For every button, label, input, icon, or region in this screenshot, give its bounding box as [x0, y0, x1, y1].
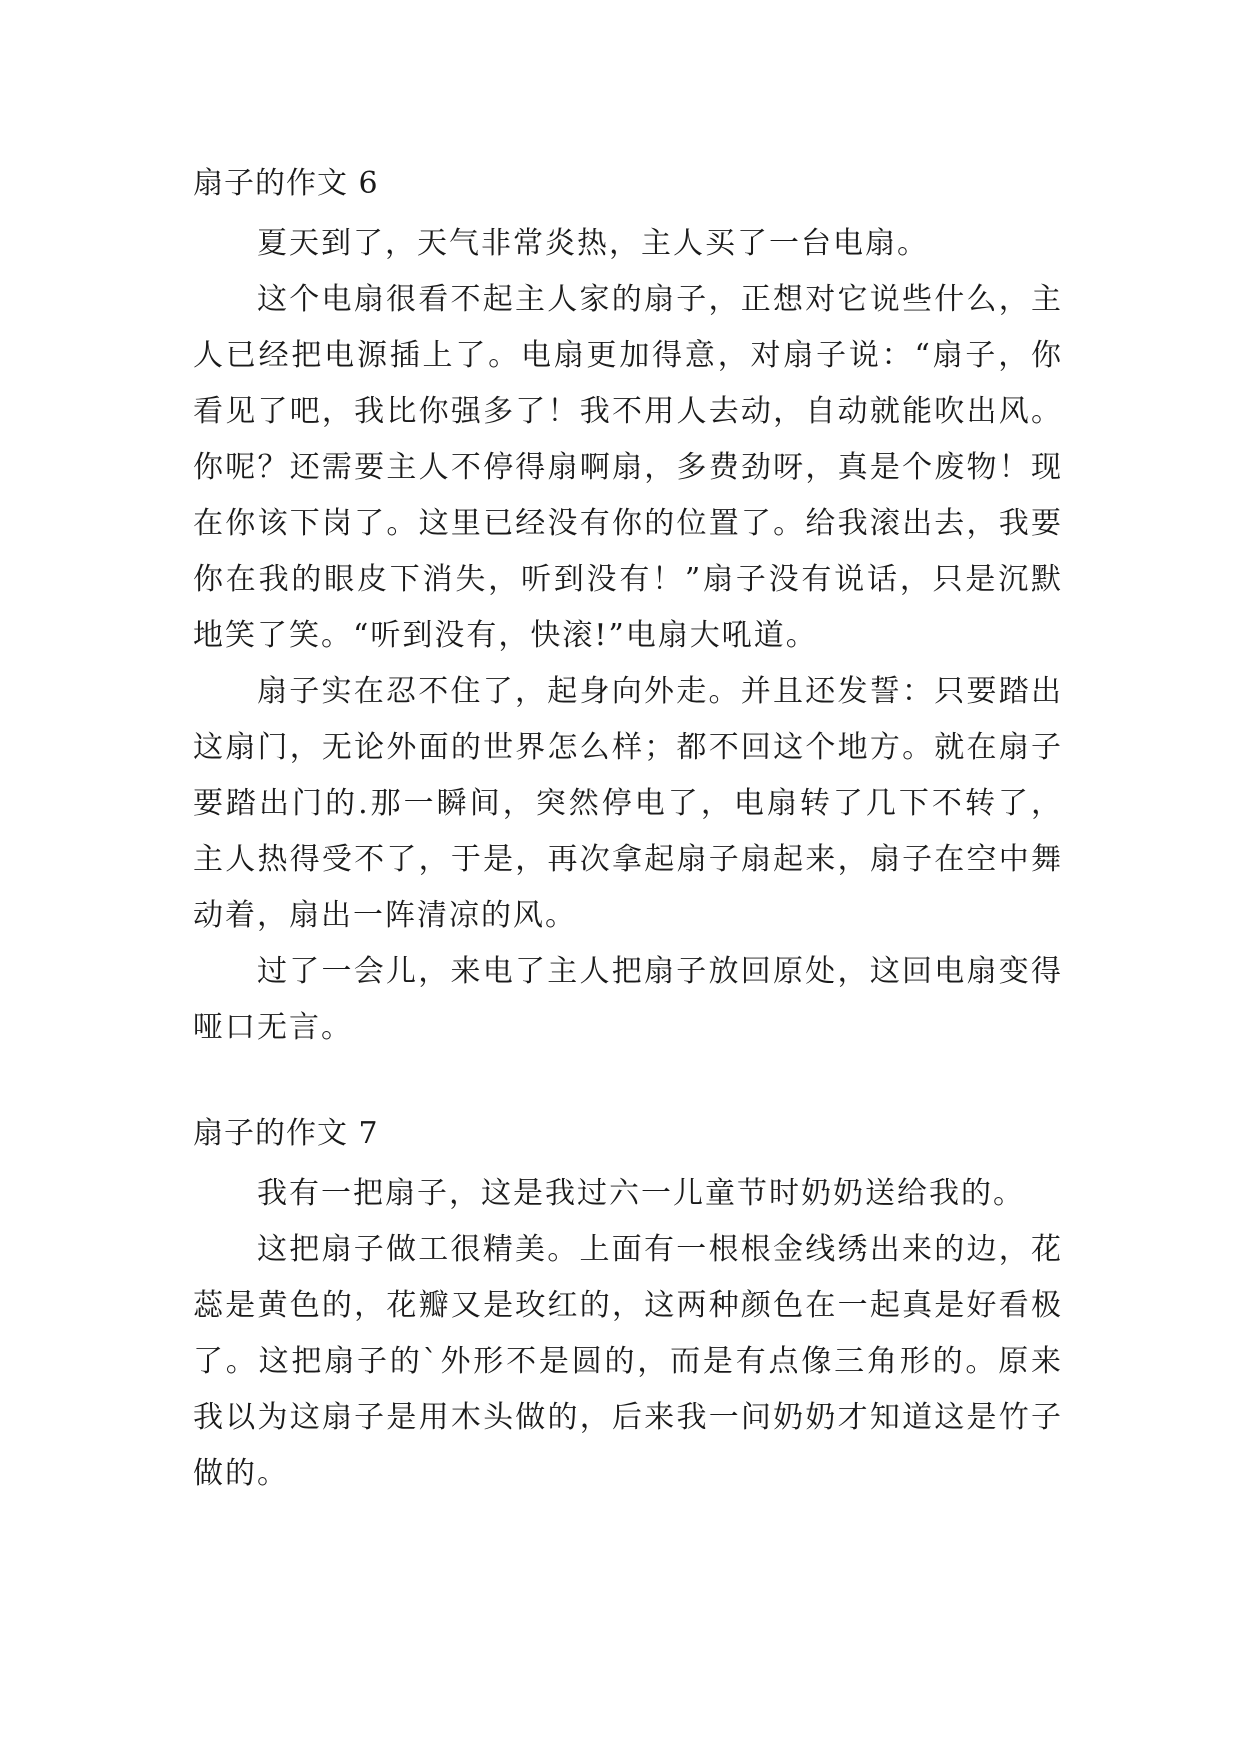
essay-7 [193, 1110, 1063, 1502]
paragraph: 夏天到了，天气非常炎热，主人买了一台电扇。 [257, 226, 929, 261]
document-page [193, 160, 1063, 1502]
paragraph: 我有一把扇子，这是我过六一儿童节时奶奶送给我的。 [257, 1176, 1025, 1211]
essay-title: 扇子的作文 6 [193, 166, 379, 201]
paragraph: 这个电扇很看不起主人家的扇子，正想对它说些什么，主人已经把电源插上了。电扇更加得意，对扇子说：“扇子，你看见了吧，我比你强多了！我不用人去动，自动就能吹出风。你呢？还需要主人不停得扇啊扇，多费劲呀，真是个废物！现在你该下岗了。这里已经没有你的位置了。给我滚出去，我要你在我的眼皮下消失，听到没有！”扇子没有说话，只是沉默地笑了笑。“听到没有，快滚!”电扇大吼道。 [193, 282, 1063, 653]
essay-title: 扇子的作文 7 [193, 1116, 379, 1151]
paragraph: 过了一会儿，来电了主人把扇子放回原处，这回电扇变得哑口无言。 [193, 954, 1063, 1045]
paragraph: 扇子实在忍不住了，起身向外走。并且还发誓：只要踏出这扇门，无论外面的世界怎么样；都不回这个地方。就在扇子要踏出门的.那一瞬间，突然停电了，电扇转了几下不转了，主人热得受不了，于是，再次拿起扇子扇起来，扇子在空中舞动着，扇出一阵清凉的风。 [193, 674, 1063, 933]
essay-6 [193, 160, 1063, 1056]
paragraph: 这把扇子做工很精美。上面有一根根金线绣出来的边，花蕊是黄色的，花瓣又是玫红的，这两种颜色在一起真是好看极了。这把扇子的`外形不是圆的，而是有点像三角形的。原来我以为这扇子是用木头做的，后来我一问奶奶才知道这是竹子做的。 [193, 1232, 1063, 1491]
